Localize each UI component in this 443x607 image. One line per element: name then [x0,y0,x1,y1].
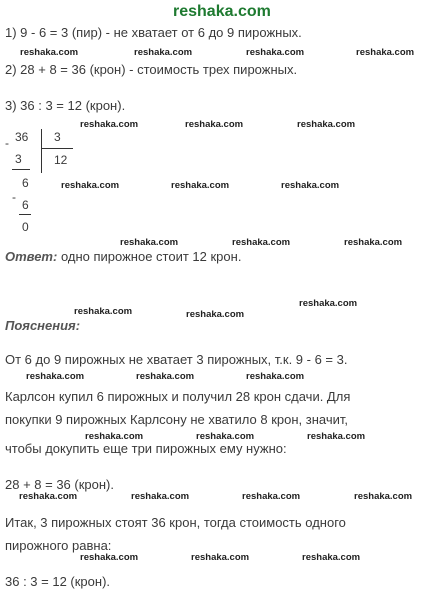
solution-step-1: 1) 9 - 6 = 3 (пир) - не хватает от 6 до 9 пирожных. [5,25,302,40]
watermark: reshaka.com [297,119,356,130]
division-dividend: 36 [15,130,29,144]
watermark: reshaka.com [120,237,179,248]
watermark: reshaka.com [302,552,361,563]
solution-step-3: 3) 36 : 3 = 12 (крон). [5,98,126,113]
division-underline-2 [19,214,31,215]
explanation-line: 36 : 3 = 12 (крон). [5,574,111,589]
division-sub-2: 6 [22,198,29,212]
explanation-heading: Пояснения: [5,318,81,333]
watermark: reshaka.com [131,491,190,502]
division-quotient: 12 [54,153,68,167]
answer-line [5,249,241,265]
solution-step-2: 2) 28 + 8 = 36 (крон) - стоимость трех пирожных. [5,62,298,77]
explanation-line: Карлсон купил 6 пирожных и получил 28 крон сдачи. Для [5,389,351,404]
division-underline-1 [12,169,30,170]
watermark: reshaka.com [242,491,301,502]
watermark: reshaka.com [85,431,144,442]
watermark: reshaka.com [196,431,255,442]
watermark: reshaka.com [185,119,244,130]
explanation-line: 28 + 8 = 36 (крон). [5,477,114,492]
watermark: reshaka.com [26,371,85,382]
watermark: reshaka.com [19,491,78,502]
answer-text: одно пирожное стоит 12 крон. [57,249,242,264]
watermark: reshaka.com [171,180,230,191]
watermark: reshaka.com [80,119,139,130]
watermark: reshaka.com [356,47,415,58]
watermark: reshaka.com [299,298,358,309]
watermark: reshaka.com [246,47,305,58]
watermark: reshaka.com [354,491,413,502]
watermark: reshaka.com [61,180,120,191]
division-minus-1: - [5,136,9,150]
explanation-line: покупки 9 пирожных Карлсону не хватило 8 крон, значит, [5,412,348,427]
watermark: reshaka.com [134,47,193,58]
watermark: reshaka.com [191,552,250,563]
watermark: reshaka.com [186,309,245,320]
explanation-line: чтобы докупить еще три пирожных ему нужно: [5,441,287,456]
division-vertical-line [41,129,42,173]
watermark: reshaka.com [20,47,79,58]
division-divisor: 3 [54,130,61,144]
watermark: reshaka.com [281,180,340,191]
watermark: reshaka.com [80,552,139,563]
explanation-line: Итак, 3 пирожных стоят 36 крон, тогда стоимость одного [5,515,346,530]
explanation-line: От 6 до 9 пирожных не хватает 3 пирожных, т.к. 9 - 6 = 3. [5,352,348,367]
answer-label: Ответ: [5,249,58,264]
division-sub-1: 3 [15,152,22,166]
division-remainder-1: 6 [22,176,29,190]
watermark: reshaka.com [74,306,133,317]
explanation-line: пирожного равна: [5,538,112,553]
watermark: reshaka.com [307,431,366,442]
watermark: reshaka.com [232,237,291,248]
division-remainder-2: 0 [22,220,29,234]
watermark: reshaka.com [136,371,195,382]
division-quotient-line [41,148,73,149]
watermark: reshaka.com [246,371,305,382]
watermark: reshaka.com [344,237,403,248]
site-header-watermark: reshaka.com [173,3,271,20]
division-minus-2: - [12,190,16,204]
